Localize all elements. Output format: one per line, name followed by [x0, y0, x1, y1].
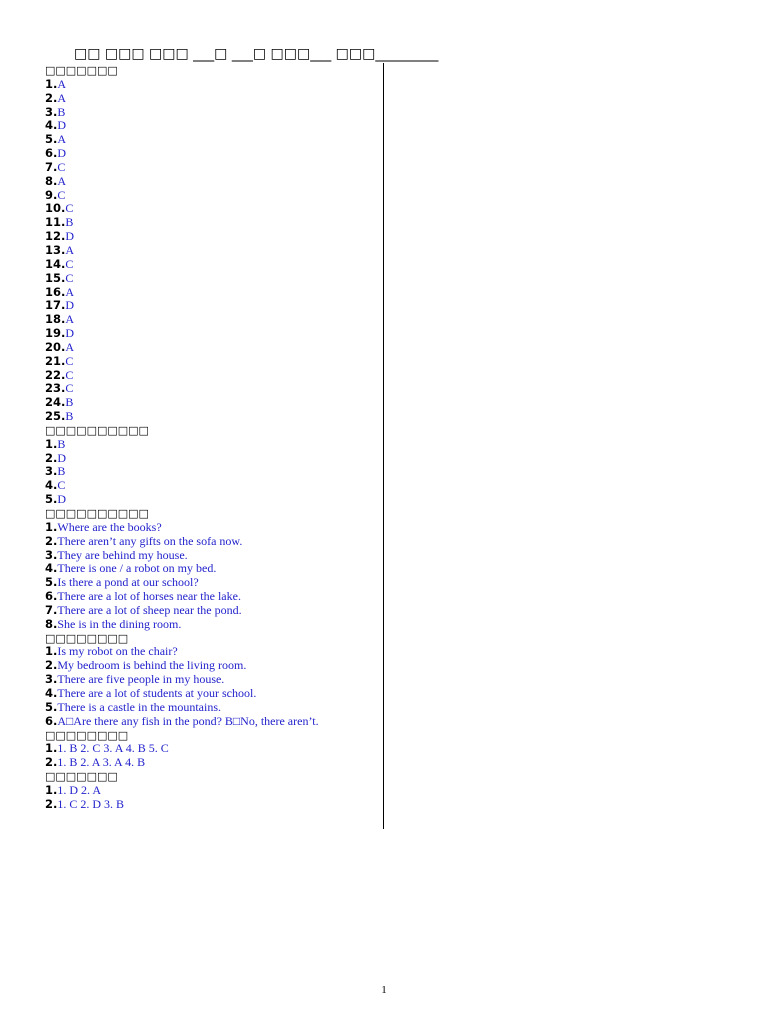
answer-item [45, 562, 383, 576]
answer-text: B [65, 409, 74, 424]
page-number: 1 [381, 984, 387, 996]
answer-text: Is my robot on the chair? [57, 644, 178, 659]
question-number: 16. [45, 284, 66, 299]
answer-text: D [57, 146, 67, 161]
answer-item [45, 189, 383, 203]
column-divider [383, 63, 384, 829]
question-number: 6. [45, 713, 58, 728]
answer-item [45, 798, 383, 812]
answer-text: C [65, 367, 74, 382]
answer-item [45, 133, 383, 147]
question-number: 2. [45, 755, 58, 770]
answer-text: D [65, 229, 75, 244]
section-title: □□□□□□□ [45, 64, 118, 77]
answer-text: There are five people in my house. [57, 672, 225, 687]
question-number: 1. [45, 782, 58, 797]
answer-item [45, 216, 383, 230]
answer-item [45, 673, 383, 687]
answer-item [45, 258, 383, 272]
question-number: 2. [45, 90, 58, 105]
answer-text: C [57, 159, 66, 174]
answer-text: D [57, 118, 67, 133]
answer-item [45, 604, 383, 618]
answer-text: 1. D 2. A [57, 782, 102, 797]
question-number: 8. [45, 173, 58, 188]
answer-text: A [65, 312, 75, 327]
answer-text: Where are the books? [57, 519, 162, 534]
section-title: □□□□□□□□□□ [45, 507, 149, 520]
answer-item [45, 327, 383, 341]
question-number: 6. [45, 146, 58, 161]
answer-item [45, 479, 383, 493]
answer-text: Is there a pond at our school? [57, 575, 199, 590]
answer-item [45, 659, 383, 673]
answer-text: 1. C 2. D 3. B [57, 796, 125, 811]
answer-text: C [57, 478, 66, 493]
question-number: 1. [45, 76, 58, 91]
answer-text: 1. B 2. C 3. A 4. B 5. C [57, 741, 169, 756]
question-number: 7. [45, 159, 58, 174]
question-number: 8. [45, 616, 58, 631]
answer-item [45, 715, 383, 729]
question-number: 3. [45, 464, 58, 479]
question-number: 23. [45, 381, 66, 396]
answer-item [45, 576, 383, 590]
answer-text: A [65, 242, 75, 257]
answer-text: She is in the dining room. [57, 616, 182, 631]
answer-item [45, 92, 383, 106]
answer-text: C [65, 201, 74, 216]
question-number: 20. [45, 339, 66, 354]
answer-text: C [65, 256, 74, 271]
answer-item [45, 701, 383, 715]
answer-text: D [65, 298, 75, 313]
question-number: 13. [45, 242, 66, 257]
answer-text: There is a castle in the mountains. [57, 699, 221, 714]
answer-item [45, 175, 383, 189]
answer-item [45, 369, 383, 383]
answer-item [45, 147, 383, 161]
question-number: 2. [45, 796, 58, 811]
answer-item [45, 355, 383, 369]
answer-item [45, 535, 383, 549]
answer-text: There aren’t any gifts on the sofa now. [57, 533, 243, 548]
question-number: 2. [45, 533, 58, 548]
answer-item [45, 590, 383, 604]
answer-text: A [65, 284, 75, 299]
question-number: 19. [45, 326, 66, 341]
question-number: 21. [45, 353, 66, 368]
question-number: 5. [45, 699, 58, 714]
question-number: 5. [45, 492, 58, 507]
answer-text: B [57, 436, 66, 451]
question-number: 1. [45, 436, 58, 451]
answer-text: B [57, 104, 66, 119]
answer-text: D [57, 450, 67, 465]
answer-item [45, 161, 383, 175]
answer-text: C [65, 270, 74, 285]
question-number: 18. [45, 312, 66, 327]
answer-text: A [57, 76, 67, 91]
section-title: □□□□□□□ [45, 770, 118, 784]
answer-text: A [57, 90, 67, 105]
answer-text: C [57, 187, 66, 202]
question-number: 1. [45, 741, 58, 756]
question-number: 17. [45, 298, 66, 313]
question-number: 3. [45, 547, 58, 562]
answer-text: B [65, 395, 74, 410]
question-number: 22. [45, 367, 66, 382]
answer-text: B [65, 215, 74, 230]
answer-text: B [57, 464, 66, 479]
answer-item [45, 465, 383, 479]
answer-text: 1. B 2. A 3. A 4. B [57, 755, 146, 770]
answer-text: C [65, 353, 74, 368]
question-number: 4. [45, 478, 58, 493]
answer-item [45, 244, 383, 258]
answer-item [45, 742, 383, 756]
question-number: 2. [45, 450, 58, 465]
question-number: 11. [45, 215, 66, 230]
question-number: 25. [45, 409, 66, 424]
answer-text: There are a lot of sheep near the pond. [57, 602, 242, 617]
exam-header: □□ □□□ □□□ ___□ ___□ □□□___ □□□_________ [74, 46, 439, 62]
question-number: 5. [45, 575, 58, 590]
section-title: □□□□□□□□ [45, 631, 129, 645]
question-number: 24. [45, 395, 66, 410]
question-number: 5. [45, 132, 58, 147]
answer-item [45, 784, 383, 798]
question-number: 3. [45, 672, 58, 687]
question-number: 4. [45, 561, 58, 576]
answer-text: A [57, 132, 67, 147]
question-number: 6. [45, 589, 58, 604]
question-number: 1. [45, 519, 58, 534]
question-number: 7. [45, 602, 58, 617]
section-title: □□□□□□□□ [45, 728, 129, 742]
answer-item [45, 645, 383, 659]
answer-item [45, 452, 383, 466]
answer-item [45, 521, 383, 535]
question-number: 4. [45, 685, 58, 700]
answer-text: D [57, 492, 67, 507]
answer-item [45, 272, 383, 286]
answer-item [45, 230, 383, 244]
answer-item [45, 299, 383, 313]
answer-text: There are a lot of students at your school. [57, 685, 257, 700]
question-number: 1. [45, 644, 58, 659]
answer-text: My bedroom is behind the living room. [57, 658, 247, 673]
answer-item [45, 382, 383, 396]
question-number: 14. [45, 256, 66, 271]
question-number: 12. [45, 229, 66, 244]
answer-text: There is one / a robot on my bed. [57, 561, 217, 576]
answer-item [45, 618, 383, 632]
question-number: 3. [45, 104, 58, 119]
answer-item [45, 286, 383, 300]
answer-item [45, 410, 383, 424]
answer-item [45, 341, 383, 355]
answer-item [45, 119, 383, 133]
answer-item [45, 313, 383, 327]
question-number: 4. [45, 118, 58, 133]
question-number: 15. [45, 270, 66, 285]
answer-item [45, 202, 383, 216]
answer-text: There are a lot of horses near the lake. [57, 589, 241, 604]
answer-text: C [65, 381, 74, 396]
section-title: □□□□□□□□□□ [45, 423, 149, 437]
answer-text: A [65, 339, 75, 354]
answer-item [45, 396, 383, 410]
answer-item [45, 493, 383, 507]
question-number: 2. [45, 658, 58, 673]
answer-text: A□Are there any fish in the pond? B□No, there aren’t. [57, 713, 319, 728]
answer-item [45, 438, 383, 452]
question-number: 10. [45, 201, 66, 216]
answer-item [45, 106, 383, 120]
question-number: 9. [45, 187, 58, 202]
answer-text: D [65, 326, 75, 341]
answer-text: A [57, 173, 67, 188]
answer-key [45, 64, 383, 812]
answer-item [45, 78, 383, 92]
answer-text: They are behind my house. [57, 547, 188, 562]
answer-item [45, 687, 383, 701]
answer-item [45, 756, 383, 770]
answer-item [45, 549, 383, 563]
